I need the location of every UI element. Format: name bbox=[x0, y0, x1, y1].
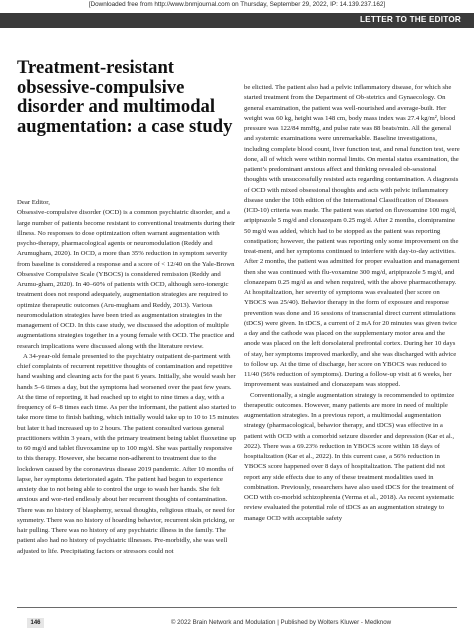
copyright-notice: © 2022 Brain Network and Modulation | Published by Wolters Kluwer - Medknow bbox=[170, 619, 392, 626]
paragraph-case-history: A 34-year-old female presented to the psychiatry outpatient de-partment with chief complaints of recurrent repetitive thoughts of contamination and repetitive hand washing and cleaning acts for the past 6 years. Initially, she would wash her hands 5–6 times a day, but the symptoms had worsened over the past few years. At the time of reporting, it had reached up to eight to nine times a day, with a frequency of 6–8 times each time. As per the informant, the patient also started to take more time to finish bathing, which initially would take up to 10 to 15 minutes but later it had increased up to 2 hours. The patient consulted various general practitioners within 3 years, with the primary treatment being tablet fluoxetine up to 60 mg/d and tablet fluvoxamine up to 100 mg/d. She was partially responsive to this therapy. However, she became non-adherent to treatment due to the lockdown caused by the coronavirus disease 2019 pandemic. After 10 months of lapse, her symptoms deteriorated again. The patient had begun to experience anxiety due to not being able to control the urge to wash her hands. She felt anxious and wor-ried endlessly about her recurrent thoughts of contamination. There was no history of blasphemy, sexual thoughts, religious rituals, or need for symmetry. There was no history of hoarding behavior, recurrent skin pricking, or hair pulling. There was no history of any psychiatric illness in the family. The patient also had no history of psychiatric illnesses. Pre-morbidly, she was well adjusted to life. Precipitating factors or stressors could not bbox=[17, 352, 239, 555]
left-column bbox=[17, 198, 239, 557]
paragraph-case-continued: be elicited. The patient also had a pelvic inflammatory disease, for which she started treatment from the Department of Ob-stetrics and Gynaecology. On general examination, the patient was well-nourished and average-built. Her weight was 60 kg, height was 148 cm, body mass index was 27.4 kg/m², blood pressure was 122/84 mmHg, and pulse rate was 88 beats/min. All the general and systemic examinations were unremarkable. Baseline investigations, including complete blood count, liver function test, and renal function test, were done, all of which were within normal limits. On mental status examination, the patient’s predominant anxious affect and thinking revealed ob-sessional thoughts with unsuccessfully resisted acts regarding contamination. A diagnosis of OCD with mixed obsessional thoughts and acts with pelvic inflammatory disease under the 10th edition of the International Classification of Diseases (ICD-10) criteria was made. The patient was started on fluvoxamine 100 mg/d, aripiprazole 5 mg/d and clonazepam 0.25 mg/d. After 2 months, clomipramine 50 mg/d was added, which had to be stopped as the patient was reporting constipation; however, the patient was reporting only some improvement on the treat-ment, and her symptoms continued to interfere with day-to-day activities. After 2 months, the patient was admitted for proper evaluation and management then she was continued with flu-voxamine 300 mg/d, aripiprazole 5 mg/d, and clonazepam 0.25 mg/d as and when required, with the above pharmacotherapy. At hospitalization, her severity of symptoms was evaluated (her score on YBOCS was 25/40). Behavior therapy in the form of exposure and response prevention was done and 16 sessions of transcranial direct current stimulations (tDCS) were given. In tDCS, a current of 2 mA for 20 minutes was given twice a day and the cathode was placed on the supplementary motor area and the anode was placed on the left dorsolateral prefrontal cortex. During her 10 days of stay, her symptoms improved markedly, and she was discharged with advice to follow up. At the time of discharge, her score on YBOCS was reduced to 11/40 (56% reduction of symptoms). During a follow-up visit at 6 weeks, her improvement was sustained and clonazepam was stopped. bbox=[244, 84, 460, 389]
download-notice: [Downloaded free from http://www.bnmjournal.com on Thursday, September 29, 2022, IP: 14.139.237.162] bbox=[88, 1, 386, 8]
section-label: LETTER TO THE EDITOR bbox=[359, 15, 461, 24]
salutation: Dear Editor, bbox=[17, 199, 50, 206]
page-number: 146 bbox=[27, 618, 44, 628]
footer-divider bbox=[17, 607, 457, 608]
right-column bbox=[244, 83, 461, 524]
paragraph-discussion: Conventionally, a single augmentation strategy is recommended to optimize therapeutic outcomes. However, many patients are more in need of multiple augmentation strategies. In a previous report, a multimodal augmentation strategy (pharmacological, behavior therapy, and tDCS) was effective in a patient with OCD with a comorbid seizure disorder and depression (Kar et al., 2022). There was a 69.23% reduction in YBOCS score within 18 days of hospitalization (Kar et al., 2022). In this current case, a 56% reduction in YBOCS score happened over 8 days of hospitalization. The patient did not report any side effects due to any of these treatment modalities used in combination. Previously, researchers have also used tDCS for the treatment of OCD with co-morbid schizophrenia (Verma et al., 2018). As recent systematic review evaluated the potential role of tDCS as an augmentation strategy to manage OCD with acceptable safety bbox=[244, 391, 455, 522]
article-title: Treatment-resistant obsessive-compulsive disorder and multimodal augmentation: a case study bbox=[17, 57, 233, 137]
paragraph-intro: Obsessive-compulsive disorder (OCD) is a common psychiatric disorder, and a large number of patients become resistant to conventional treatments during their illness. No responses to dose optimization often warrant augmentation with psycho-therapy, pharmacological agents or neuromodulation (Reddy and Arumugham, 2020). In OCD, a more than 35% reduction in symptom severity from baseline is considered a response and a score of < 12/40 on the Yale-Brown Obsessive Compulsive Scale (YBOCS) is considered remission (Reddy and Arumu-gham, 2020). In 40–60% of patients with OCD, although sero-tonergic treatment does not respond adequately, augmentation strategies are required to optimize therapeutic outcomes (Aru-mugham and Reddy, 2013). Various neuromodulation strategies have been tried as augmentation strategies in the management of OCD. In this case study, we discussed the adoption of multiple augmentations strategies together in a young female with OCD. The practice and research implications were discussed along with the literature review. bbox=[17, 209, 236, 350]
section-header-bar bbox=[0, 13, 474, 28]
